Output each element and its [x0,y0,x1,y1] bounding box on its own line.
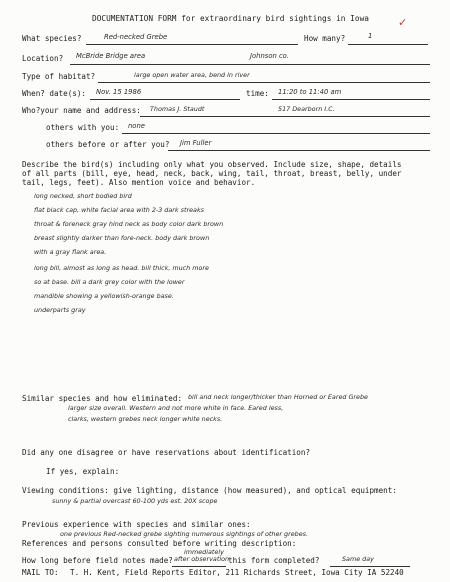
dates-line [90,99,240,100]
similar-note-2: larger size overall. Western and not more white in face. Eared less, [68,404,284,412]
how-long-label: How long before field notes made? [22,556,173,565]
who-address: 517 Dearborn I.C. [278,105,335,113]
describe-line-2: of all parts (bill, eye, head, neck, back, wing, tail, throat, breast, belly, under [22,169,402,178]
description-note-2: flat black cap, white facial area with 2-3 dark streaks [34,206,204,214]
others-with-line [122,133,430,134]
how-long-line [172,566,226,567]
species-value: Red-necked Grebe [104,33,168,41]
check-mark-icon: ✓ [398,16,408,29]
others-with-value: none [128,122,145,130]
location-value: McBride Bridge area [76,52,146,60]
who-label: Who?your name and address: [22,106,141,115]
similar-note-3: clarks, western grebes neck longer white necks. [68,415,223,423]
completed-line [330,566,410,567]
form-title: DOCUMENTATION FORM for extraordinary bird sightings in Iowa [92,14,369,23]
viewing-notes: sunny & partial overcast 60-100 yds est. 20X scope [52,497,218,505]
mail-to-label: MAIL TO: [22,568,59,577]
species-line [86,44,298,45]
others-before-line [168,150,430,151]
time-label: time: [246,89,269,98]
habitat-value: large open water area, bend in river [134,71,250,79]
habitat-label: Type of habitat? [22,72,96,81]
describe-line-1: Describe the bird(s) including only what you observed. Include size, shape, details [22,160,402,169]
description-note-7: so at base. bill a dark grey color with the lower [34,278,185,286]
others-before-value: Jim Fuller [180,139,212,147]
others-before-label: others before or after you? [46,140,170,149]
disagree-label: Did any one disagree or have reservations about identification? [22,448,311,457]
references-label: References and persons consulted before writing description: [22,539,297,548]
who-line [140,116,430,117]
if-yes-label: If yes, explain: [46,467,120,476]
how-many-line [348,44,428,45]
dates-value: Nov. 15 1986 [96,88,142,96]
completed-label: this form completed? [228,556,320,565]
description-note-8: mandible showing a yellowish-orange base. [34,292,174,300]
how-many-value: 1 [368,32,373,40]
description-note-4: breast slightly darker than fore-neck. body dark brown [34,234,210,242]
description-note-1: long necked, short bodied bird [34,192,132,200]
description-note-6: long bill, almost as long as head. bill thick, much more [34,264,209,272]
description-note-9: underparts gray [34,306,86,314]
similar-label: Similar species and how eliminated: [22,394,183,403]
time-value: 11:20 to 11:40 am [278,88,342,96]
similar-note-1: bill and neck longer/thicker than Horned or Eared Grebe [188,393,368,401]
time-line [272,99,430,100]
how-long-value: after observation [174,555,230,563]
how-many-label: How many? [304,34,346,43]
immediately-note: immediately [184,548,224,556]
location-line [70,64,430,65]
description-note-3: throat & foreneck gray hind neck as body color dark brown [34,220,224,228]
completed-value: Same day [342,555,374,563]
location-county: Johnson co. [250,52,290,60]
who-name: Thomas J. Staudt [150,105,205,113]
habitat-line [98,82,430,83]
previous-notes: one previous Red-necked grebe sighting numerous sightings of other grebes. [60,530,309,538]
species-label: What species? [22,34,82,43]
dates-label: When? date(s): [22,89,87,98]
describe-line-3: tail, legs, feet). Also mention voice and behavior. [22,178,256,187]
previous-label: Previous experience with species and similar ones: [22,520,251,529]
viewing-label: Viewing conditions: give lighting, distance (how measured), and optical equipment: [22,486,397,495]
mail-to-address: T. H. Kent, Field Reports Editor, 211 Richards Street, Iowa City IA 52240 [70,568,404,577]
location-label: Location? [22,54,64,63]
others-with-label: others with you: [46,123,120,132]
description-note-5: with a gray flank area. [34,248,107,256]
